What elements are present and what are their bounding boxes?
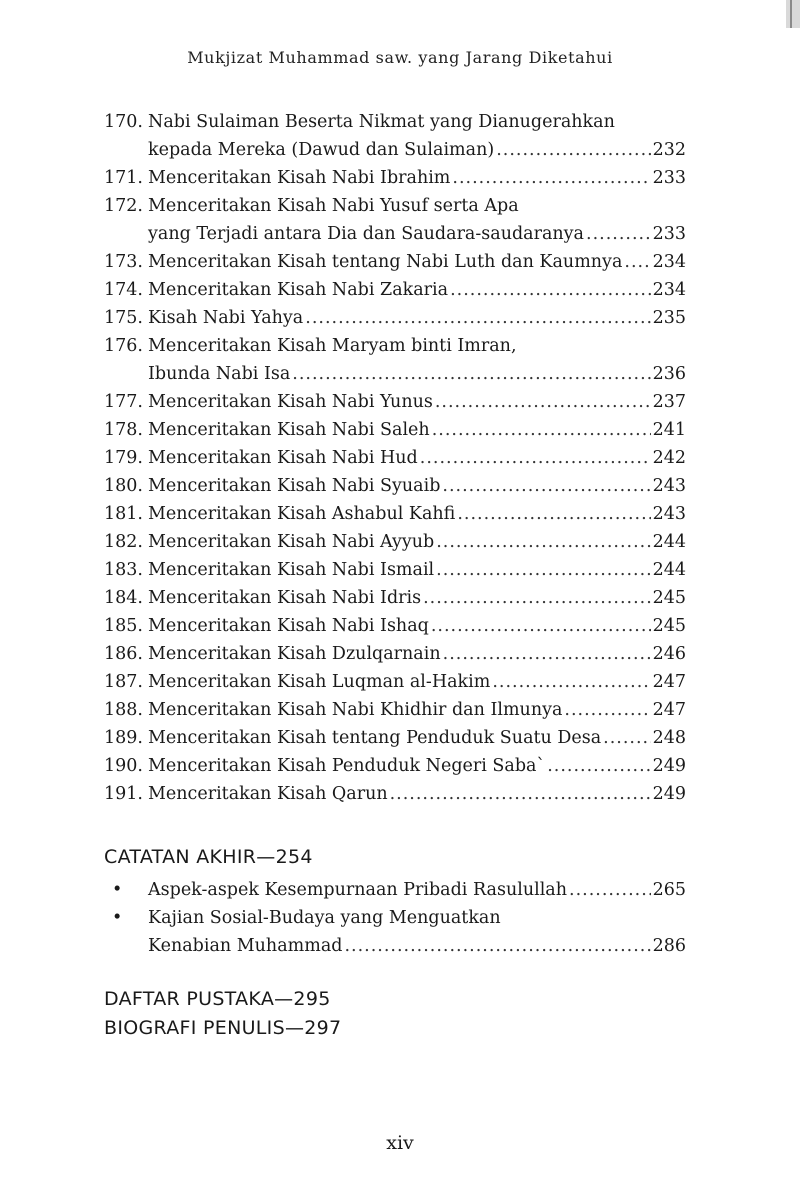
toc-entry: [104, 612, 686, 640]
toc-entry: [104, 164, 686, 192]
toc-entry: [104, 472, 686, 500]
toc-entry-number: 188.: [104, 700, 143, 720]
toc-entry-title: Kisah Nabi Yahya: [148, 308, 304, 328]
toc-entry-number: 184.: [104, 588, 143, 608]
dot-leader: [452, 164, 650, 192]
toc-entry-page: 234: [652, 280, 686, 300]
toc-entry-page: 249: [652, 784, 686, 804]
toc-entry-title: Menceritakan Kisah Nabi Ishaq: [148, 616, 429, 636]
toc-entry-page: 232: [652, 140, 686, 160]
toc-entry-page: 244: [652, 560, 686, 580]
toc-entry-title: Menceritakan Kisah Maryam binti Imran,: [148, 336, 517, 356]
toc-entry-title: yang Terjadi antara Dia dan Saudara-saudaranya: [148, 224, 584, 244]
toc-entry-number: 173.: [104, 252, 143, 272]
toc-entry: [104, 752, 686, 780]
catatan-akhir-item: [104, 904, 686, 960]
toc-entry-number: 179.: [104, 448, 143, 468]
dot-leader: [624, 248, 650, 276]
dot-leader: [492, 668, 650, 696]
dot-leader: [344, 932, 650, 960]
toc-entry-number: 183.: [104, 560, 143, 580]
toc-entry-number: 187.: [104, 672, 143, 692]
toc-entry-title: Menceritakan Kisah Dzulqarnain: [148, 644, 441, 664]
bullet-icon: •: [112, 908, 123, 928]
toc-entry-page: 244: [652, 532, 686, 552]
toc-entry-title: Menceritakan Kisah Luqman al-Hakim: [148, 672, 491, 692]
toc-entry-number: 186.: [104, 644, 143, 664]
toc-entry-title: Menceritakan Kisah Nabi Ismail: [148, 560, 435, 580]
toc-entry-page: 235: [652, 308, 686, 328]
toc-entry: [104, 192, 686, 248]
toc-entry-number: 181.: [104, 504, 143, 524]
dot-leader: [390, 780, 651, 808]
catatan-akhir-item-title: Kenabian Muhammad: [148, 936, 343, 956]
toc-entry-page: 247: [652, 672, 686, 692]
dot-leader: [564, 696, 650, 724]
dot-leader: [435, 388, 651, 416]
toc-entry-title: Menceritakan Kisah Nabi Idris: [148, 588, 422, 608]
toc-entry: [104, 696, 686, 724]
dot-leader: [586, 220, 651, 248]
toc-entry-page: 248: [652, 728, 686, 748]
toc-entry: [104, 332, 686, 388]
dot-leader: [436, 528, 650, 556]
toc-entry: [104, 724, 686, 752]
toc-entry-page: 247: [652, 700, 686, 720]
toc-entry-title: Menceritakan Kisah Nabi Hud: [148, 448, 418, 468]
toc-entry-title: Menceritakan Kisah tentang Nabi Luth dan Kaumnya: [148, 252, 623, 272]
toc-entry: [104, 556, 686, 584]
toc-entry-page: 242: [652, 448, 686, 468]
toc-entry-title: Menceritakan Kisah Nabi Zakaria: [148, 280, 449, 300]
toc-entry: [104, 780, 686, 808]
dot-leader: [292, 360, 650, 388]
daftar-pustaka-heading: DAFTAR PUSTAKA—295: [104, 988, 331, 1010]
toc-entry-title: Menceritakan Kisah Nabi Ibrahim: [148, 168, 451, 188]
toc-entry: [104, 640, 686, 668]
toc-entry-title: Menceritakan Kisah Penduduk Negeri Saba`: [148, 756, 546, 776]
toc-entry-page: 236: [652, 364, 686, 384]
dot-leader: [547, 752, 650, 780]
toc-entry-number: 189.: [104, 728, 143, 748]
toc-entry-page: 246: [652, 644, 686, 664]
toc-entry-number: 180.: [104, 476, 143, 496]
toc-entry-number: 191.: [104, 784, 143, 804]
toc-entry-number: 174.: [104, 280, 143, 300]
toc-entry-title: kepada Mereka (Dawud dan Sulaiman): [148, 140, 495, 160]
page-edge-marker: [786, 0, 800, 28]
running-head: Mukjizat Muhammad saw. yang Jarang Diketahui: [187, 48, 613, 67]
toc-entry: [104, 248, 686, 276]
dot-leader: [423, 584, 651, 612]
dot-leader: [442, 472, 650, 500]
toc-entry-number: 190.: [104, 756, 143, 776]
toc-entry-title: Nabi Sulaiman Beserta Nikmat yang Dianugerahkan: [148, 112, 615, 132]
toc-entry-number: 177.: [104, 392, 143, 412]
toc-entry: [104, 528, 686, 556]
toc-entry-title: Menceritakan Kisah tentang Penduduk Suatu Desa: [148, 728, 602, 748]
dot-leader: [420, 444, 651, 472]
catatan-akhir-item-page: 286: [652, 936, 686, 956]
toc-entry-page: 234: [652, 252, 686, 272]
toc-entry: [104, 668, 686, 696]
toc-entry: [104, 416, 686, 444]
toc-entry-number: 176.: [104, 336, 143, 356]
page-number: xiv: [386, 1132, 414, 1154]
catatan-akhir-item-page: 265: [652, 880, 686, 900]
toc-entry-title: Menceritakan Kisah Ashabul Kahfi: [148, 504, 456, 524]
toc-entry-number: 178.: [104, 420, 143, 440]
toc-entry-page: 233: [652, 168, 686, 188]
toc-entry-number: 170.: [104, 112, 143, 132]
dot-leader: [450, 276, 651, 304]
toc-entry-page: 241: [652, 420, 686, 440]
toc-entry-title: Menceritakan Kisah Nabi Ayyub: [148, 532, 435, 552]
toc-entry: [104, 584, 686, 612]
toc-entry-title: Menceritakan Kisah Qarun: [148, 784, 388, 804]
biografi-penulis-heading: BIOGRAFI PENULIS—297: [104, 1017, 342, 1039]
toc-entry: [104, 444, 686, 472]
toc-entry-title: Menceritakan Kisah Nabi Yusuf serta Apa: [148, 196, 519, 216]
toc-entry-title: Menceritakan Kisah Nabi Yunus: [148, 392, 433, 412]
toc-entry-page: 233: [652, 224, 686, 244]
catatan-akhir-item-title: Kajian Sosial-Budaya yang Menguatkan: [148, 908, 501, 928]
toc-entry-page: 245: [652, 588, 686, 608]
dot-leader: [457, 500, 650, 528]
dot-leader: [496, 136, 650, 164]
toc-entry-number: 185.: [104, 616, 143, 636]
toc-entry-page: 243: [652, 504, 686, 524]
dot-leader: [569, 876, 651, 904]
dot-leader: [603, 724, 650, 752]
toc-list: [104, 108, 686, 808]
catatan-akhir-heading: CATATAN AKHIR—254: [104, 846, 313, 868]
dot-leader: [432, 416, 651, 444]
dot-leader: [431, 612, 651, 640]
toc-entry: [104, 108, 686, 164]
toc-entry-page: 243: [652, 476, 686, 496]
bullet-icon: •: [112, 880, 123, 900]
toc-entry-page: 237: [652, 392, 686, 412]
catatan-akhir-list: [104, 876, 686, 960]
catatan-akhir-item: [104, 876, 686, 904]
toc-entry-title: Ibunda Nabi Isa: [148, 364, 291, 384]
toc-entry-page: 249: [652, 756, 686, 776]
dot-leader: [305, 304, 650, 332]
toc-entry-number: 171.: [104, 168, 143, 188]
toc-entry: [104, 304, 686, 332]
dot-leader: [443, 640, 651, 668]
toc-entry-number: 175.: [104, 308, 143, 328]
toc-entry-title: Menceritakan Kisah Nabi Saleh: [148, 420, 430, 440]
toc-entry-number: 182.: [104, 532, 143, 552]
toc-entry-page: 245: [652, 616, 686, 636]
toc-entry: [104, 388, 686, 416]
toc-entry: [104, 500, 686, 528]
toc-entry: [104, 276, 686, 304]
toc-entry-number: 172.: [104, 196, 143, 216]
toc-entry-title: Menceritakan Kisah Nabi Syuaib: [148, 476, 441, 496]
catatan-akhir-item-title: Aspek-aspek Kesempurnaan Pribadi Rasulullah: [148, 880, 567, 900]
dot-leader: [436, 556, 650, 584]
toc-entry-title: Menceritakan Kisah Nabi Khidhir dan Ilmunya: [148, 700, 563, 720]
